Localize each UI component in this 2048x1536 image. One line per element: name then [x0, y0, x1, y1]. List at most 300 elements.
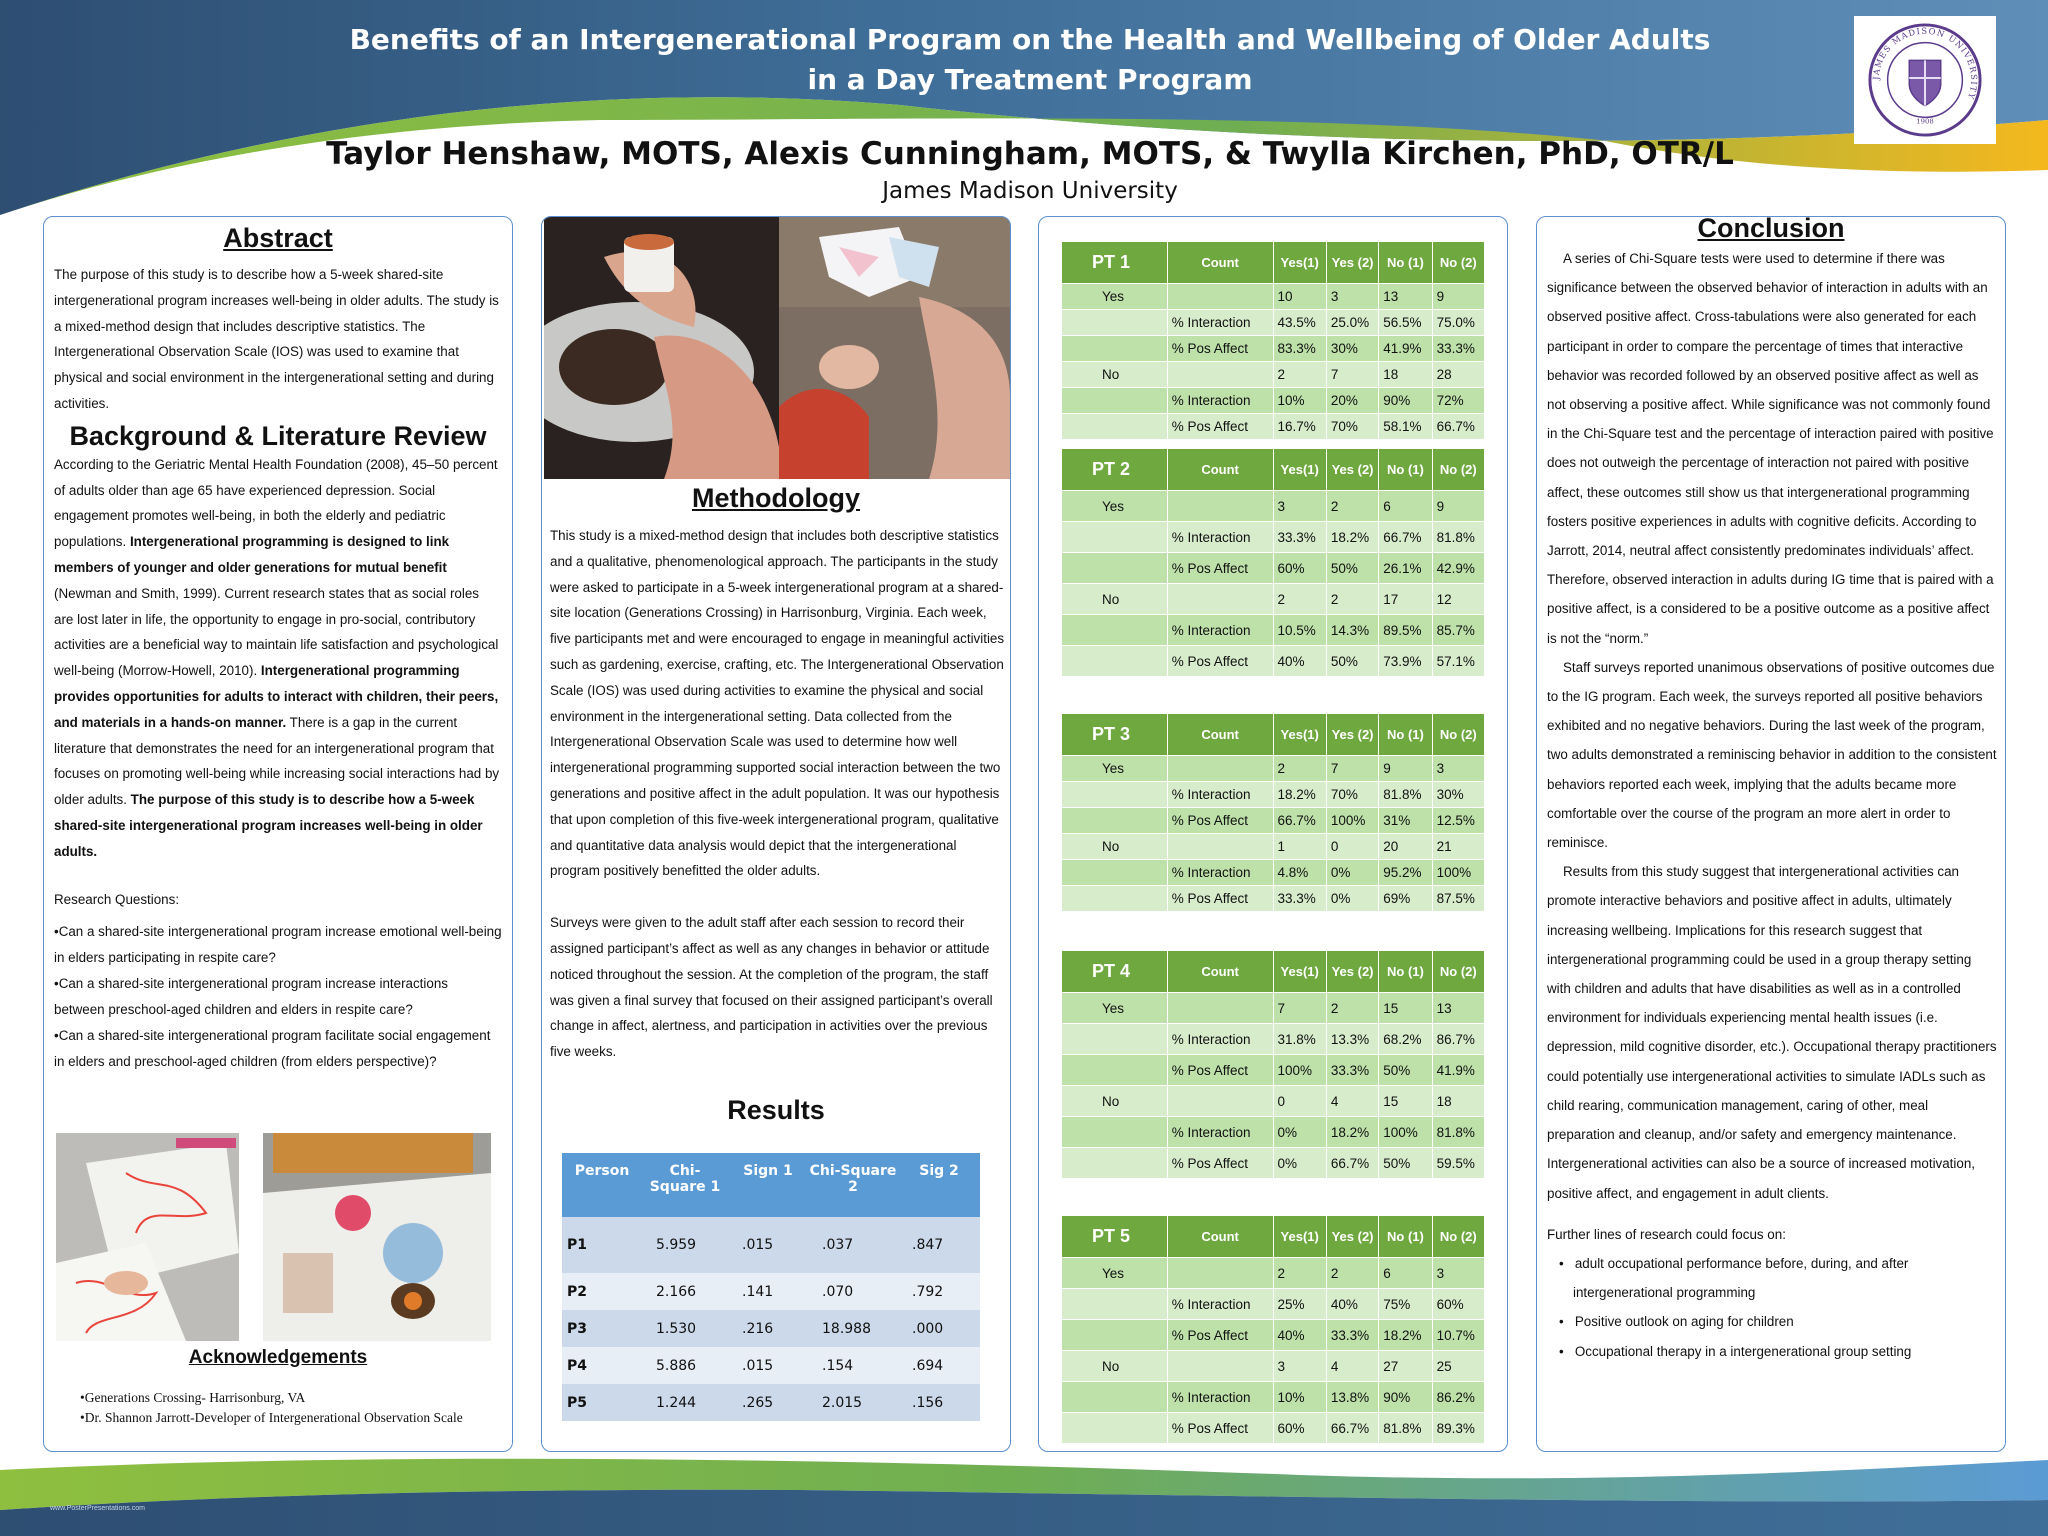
pt-value: 14.3%	[1326, 615, 1378, 646]
methodology-title: Methodology	[692, 483, 860, 513]
pt-table-5	[1061, 1215, 1485, 1444]
results-value-cell: .216	[728, 1310, 808, 1347]
background-p2: (Newman and Smith, 1999). Current research states that as social roles are lost later in life, the opportunity to engage in pro-social, contributory activities are a beneficial way to maintain life satisfaction and psychological well-being (Morrow-Howell, 2010).	[54, 585, 499, 679]
pt-row	[1062, 886, 1485, 912]
right-column	[1536, 216, 2006, 1452]
seal-year: 1908	[1916, 117, 1934, 126]
pt-header-cell: Yes(1)	[1273, 242, 1326, 284]
pt-row-label	[1062, 1413, 1168, 1444]
pt-row	[1062, 1148, 1485, 1179]
pt-measure: % Pos Affect	[1167, 646, 1273, 677]
pt-row	[1062, 1117, 1485, 1148]
pt-table	[1061, 1215, 1485, 1444]
pt-row-label	[1062, 782, 1168, 808]
pt-row	[1062, 615, 1485, 646]
further-research-title: Further lines of research could focus on:	[1547, 1226, 1786, 1242]
pt-value: 60%	[1273, 1413, 1326, 1444]
pt-value: 31.8%	[1273, 1024, 1326, 1055]
pt-value: 2	[1273, 756, 1326, 782]
pt-row	[1062, 1413, 1485, 1444]
acknowledgement-item: •Dr. Shannon Jarrott-Developer of Intergenerational Observation Scale	[80, 1410, 463, 1425]
pt-value: 2	[1326, 491, 1378, 522]
pt-row-label	[1062, 1148, 1168, 1179]
pt-value: 28	[1432, 362, 1484, 388]
pt-label: PT 4	[1062, 951, 1168, 993]
pt-row-label	[1062, 553, 1168, 584]
pt-row	[1062, 522, 1485, 553]
pt-row	[1062, 646, 1485, 677]
pt-value: 86.2%	[1432, 1382, 1484, 1413]
pt-header-cell: No (2)	[1432, 242, 1484, 284]
pt-value: 2	[1326, 993, 1378, 1024]
pt-header-cell: No (1)	[1379, 714, 1432, 756]
pt-row	[1062, 1351, 1485, 1382]
pt-value: 18.2%	[1326, 1117, 1378, 1148]
pt-value: 12	[1432, 584, 1484, 615]
pt-row-label: Yes	[1062, 284, 1168, 310]
university: James Madison University	[882, 178, 1178, 204]
pt-row	[1062, 414, 1485, 440]
pt-row-label: No	[1062, 584, 1168, 615]
pt-value: 60%	[1432, 1289, 1484, 1320]
pt-value: 3	[1273, 491, 1326, 522]
results-value-cell: .015	[728, 1217, 808, 1273]
pt-row-label: Yes	[1062, 491, 1168, 522]
pt-row-label	[1062, 1024, 1168, 1055]
results-header-cell: Sign 1	[728, 1153, 808, 1217]
results-value-cell: .792	[898, 1273, 980, 1310]
pt-value: 41.9%	[1379, 336, 1432, 362]
pt-value: 50%	[1379, 1055, 1432, 1086]
pt-value: 58.1%	[1379, 414, 1432, 440]
results-value-cell: .154	[808, 1347, 898, 1384]
pt-row-label	[1062, 886, 1168, 912]
pt-value: 30%	[1326, 336, 1378, 362]
title-line-2: in a Day Treatment Program	[807, 63, 1253, 96]
pt-header-cell: Count	[1167, 714, 1273, 756]
pt-value: 85.7%	[1432, 615, 1484, 646]
pt-row-label	[1062, 615, 1168, 646]
pt-value: 0	[1326, 834, 1378, 860]
pt-value: 18.2%	[1326, 522, 1378, 553]
pt-row	[1062, 782, 1485, 808]
pt-row	[1062, 1086, 1485, 1117]
pt-header-cell: Count	[1167, 951, 1273, 993]
pt-value: 10%	[1273, 388, 1326, 414]
pt-measure	[1167, 584, 1273, 615]
pt-value: 56.5%	[1379, 310, 1432, 336]
pt-value: 66.7%	[1326, 1148, 1378, 1179]
pt-value: 66.7%	[1273, 808, 1326, 834]
acknowledgement-item: •Generations Crossing- Harrisonburg, VA	[80, 1390, 306, 1405]
results-value-cell: 2.166	[642, 1273, 728, 1310]
pt-row	[1062, 993, 1485, 1024]
results-row	[562, 1217, 980, 1273]
pt-measure	[1167, 834, 1273, 860]
results-header-cell: Chi-Square 1	[642, 1153, 728, 1217]
pt-row-label	[1062, 808, 1168, 834]
pt-value: 66.7%	[1379, 522, 1432, 553]
pt-tables	[1039, 241, 1507, 1444]
pt-value: 95.2%	[1379, 860, 1432, 886]
background-p1: According to the Geriatric Mental Health Foundation (2008), 45–50 percent of adults older than age 65 have experienced depression. Social engagement promotes well-being, in both the elderly and pediatric populations.	[54, 456, 498, 550]
results-row	[562, 1347, 980, 1384]
pt-value: 2	[1326, 584, 1378, 615]
pt-row-label	[1062, 310, 1168, 336]
pt-row-label	[1062, 388, 1168, 414]
pt-row	[1062, 310, 1485, 336]
pt-row-label	[1062, 1055, 1168, 1086]
research-questions	[44, 887, 512, 1075]
pt-value: 89.3%	[1432, 1413, 1484, 1444]
pt-value: 0	[1273, 1086, 1326, 1117]
pt-row	[1062, 388, 1485, 414]
results-table-wrap	[562, 1153, 980, 1421]
further-research-item-text: adult occupational performance before, during, and after intergenerational programming	[1573, 1255, 1909, 1301]
conclusion-p1: A series of Chi-Square tests were used to determine if there was significance between the observed behavior of interaction in adults with an observed positive affect. Cross-tabulations were also generated for each participant in order to compare the percentage of times that interactive behavior was recorded followed by an observed positive affect as well as not observing a positive affect. While significance was not commonly found in the Chi-Square test and the percentage of interaction paired with positive does not outweigh the percentage of interaction not paired with positive affect, these outcomes still show us that intergenerational programming fosters positive experiences in adults with cognitive deficits. According to Jarrott, 2014, neutral affect consistently predominates individuals’ affect. Therefore, observed interaction in adults during IG time that is paired with a positive affect, is a considered to be a positive outcome as a positive affect is not the “norm.”	[1547, 251, 1994, 646]
pt-label: PT 1	[1062, 242, 1168, 284]
pt-header-cell: Count	[1167, 449, 1273, 491]
title-line-1: Benefits of an Intergenerational Program on the Health and Wellbeing of Older Adults	[349, 23, 1711, 56]
pt-value: 73.9%	[1379, 646, 1432, 677]
results-value-cell: .141	[728, 1273, 808, 1310]
pt-table	[1061, 448, 1485, 677]
results-value-cell: 18.988	[808, 1310, 898, 1347]
results-header-cell: Person	[562, 1153, 642, 1217]
pt-header-cell: Yes (2)	[1326, 951, 1378, 993]
pt-row	[1062, 553, 1485, 584]
pt-value: 16.7%	[1273, 414, 1326, 440]
university-seal-icon	[1866, 21, 1984, 139]
pt-header-cell: Yes (2)	[1326, 1216, 1378, 1258]
pt-value: 33.3%	[1326, 1055, 1378, 1086]
abstract-text: The purpose of this study is to describe how a 5-week shared-site intergenerational program increases well-being in older adults. The study is a mixed-method design that includes descriptive statistics. The Intergenerational Observation Scale (IOS) was used to examine that physical and social environment in the intergenerational setting and during activities.	[54, 267, 499, 411]
pt-measure	[1167, 284, 1273, 310]
results-value-cell: 1.244	[642, 1384, 728, 1421]
pt-measure: % Interaction	[1167, 1382, 1273, 1413]
pt-value: 81.8%	[1432, 1117, 1484, 1148]
pt-value: 13.8%	[1326, 1382, 1378, 1413]
pt-measure	[1167, 1086, 1273, 1117]
pt-value: 100%	[1326, 808, 1378, 834]
pt-row	[1062, 860, 1485, 886]
pt-value: 25	[1432, 1351, 1484, 1382]
authors: Taylor Henshaw, MOTS, Alexis Cunningham, MOTS, & Twylla Kirchen, PhD, OTR/L	[326, 136, 1734, 172]
pt-measure: % Pos Affect	[1167, 553, 1273, 584]
pt-value: 81.8%	[1379, 782, 1432, 808]
pt-measure: % Pos Affect	[1167, 1055, 1273, 1086]
pt-value: 18	[1379, 362, 1432, 388]
pt-row	[1062, 1024, 1485, 1055]
results-value-cell: .694	[898, 1347, 980, 1384]
pt-value: 10	[1273, 284, 1326, 310]
pt-value: 0%	[1326, 860, 1378, 886]
results-row	[562, 1273, 980, 1310]
results-header-cell: Sig 2	[898, 1153, 980, 1217]
pt-value: 68.2%	[1379, 1024, 1432, 1055]
pt-value: 31%	[1379, 808, 1432, 834]
seal-ring-text: JAMES MADISON UNIVERSITY	[1870, 25, 1980, 102]
conclusion-p2: Staff surveys reported unanimous observations of positive outcomes due to the IG program. Each week, the surveys reported all positive behaviors exhibited and no negative behaviors. During the last week of the program, two adults demonstrated a reminiscing behavior in addition to the consistent behaviors reported each week, implying that the adults became more comfortable over the course of the program an more alert in order to reminisce.	[1547, 659, 1997, 851]
footer-credit: www.PosterPresentations.com	[50, 1505, 145, 1512]
pt-value: 40%	[1273, 1320, 1326, 1351]
pt-value: 27	[1379, 1351, 1432, 1382]
pt-value: 66.7%	[1326, 1413, 1378, 1444]
pt-value: 41.9%	[1432, 1055, 1484, 1086]
pt-value: 26.1%	[1379, 553, 1432, 584]
pt-value: 70%	[1326, 782, 1378, 808]
pt-value: 13	[1432, 993, 1484, 1024]
background-p2-bold: Intergenerational programming provides opportunities for adults to interact with children, their peers, and materials in a hands-on manner.	[54, 663, 499, 730]
pt-value: 40%	[1326, 1289, 1378, 1320]
pt-value: 100%	[1273, 1055, 1326, 1086]
pt-header-cell: No (1)	[1379, 449, 1432, 491]
chi-square-table	[562, 1153, 980, 1421]
pt-value: 9	[1432, 284, 1484, 310]
pt-label: PT 2	[1062, 449, 1168, 491]
pt-measure: % Pos Affect	[1167, 808, 1273, 834]
pt-value: 70%	[1326, 414, 1378, 440]
center-left-column	[541, 216, 1011, 1452]
pt-value: 4	[1326, 1086, 1378, 1117]
poster-title	[330, 20, 1730, 100]
pt-value: 7	[1273, 993, 1326, 1024]
pt-header-cell: No (1)	[1379, 951, 1432, 993]
pt-value: 9	[1379, 756, 1432, 782]
rq-item: •Can a shared-site intergenerational program increase interactions between preschool-aged children and elders in respite care?	[54, 975, 448, 1017]
footer-banner	[0, 1450, 2048, 1536]
pt-header-cell: Yes(1)	[1273, 714, 1326, 756]
pt-measure: % Interaction	[1167, 522, 1273, 553]
pt-row	[1062, 1055, 1485, 1086]
pt-value: 57.1%	[1432, 646, 1484, 677]
pt-table	[1061, 241, 1485, 440]
pt-value: 40%	[1273, 646, 1326, 677]
pt-header-cell: Yes (2)	[1326, 242, 1378, 284]
pt-value: 42.9%	[1432, 553, 1484, 584]
pt-row-label	[1062, 414, 1168, 440]
photo-crafts-table	[263, 1133, 491, 1341]
pt-value: 7	[1326, 362, 1378, 388]
rq-item: •Can a shared-site intergenerational program facilitate social engagement in elders and preschool-aged children (from elders perspective)?	[54, 1027, 491, 1069]
pt-value: 10.7%	[1432, 1320, 1484, 1351]
pt-value: 69%	[1379, 886, 1432, 912]
center-right-column	[1038, 216, 1508, 1452]
pt-value: 0%	[1273, 1117, 1326, 1148]
pt-value: 2	[1326, 1258, 1378, 1289]
pt-measure	[1167, 491, 1273, 522]
results-title: Results	[727, 1095, 825, 1125]
acknowledgements-title: Acknowledgements	[188, 1347, 368, 1368]
results-value-cell: .015	[728, 1347, 808, 1384]
background-title: Background & Literature Review	[69, 420, 487, 451]
pt-value: 72%	[1432, 388, 1484, 414]
pt-label: PT 3	[1062, 714, 1168, 756]
pt-measure: % Interaction	[1167, 860, 1273, 886]
pt-measure: % Interaction	[1167, 388, 1273, 414]
pt-value: 10%	[1273, 1382, 1326, 1413]
results-value-cell: .847	[898, 1217, 980, 1273]
pt-row-label	[1062, 1289, 1168, 1320]
pt-value: 4	[1326, 1351, 1378, 1382]
pt-value: 25%	[1273, 1289, 1326, 1320]
pt-table	[1061, 950, 1485, 1179]
pt-measure: % Interaction	[1167, 1117, 1273, 1148]
photo-image	[56, 1133, 239, 1341]
pt-value: 100%	[1379, 1117, 1432, 1148]
results-person-cell: P2	[562, 1273, 642, 1310]
pt-value: 2	[1273, 362, 1326, 388]
pt-row	[1062, 336, 1485, 362]
pt-value: 30%	[1432, 782, 1484, 808]
pt-value: 1	[1273, 834, 1326, 860]
pt-value: 66.7%	[1432, 414, 1484, 440]
pt-measure: % Interaction	[1167, 1024, 1273, 1055]
pt-value: 3	[1273, 1351, 1326, 1382]
pt-row-label: No	[1062, 1086, 1168, 1117]
pt-table-1	[1061, 241, 1485, 440]
pt-row	[1062, 1258, 1485, 1289]
conclusion-p3: Results from this study suggest that intergenerational activities can promote interactive behaviors and positive affect in adults, ultimately increasing wellbeing. Implications for this research suggest that intergenerational programming could be used in a group therapy setting with children and adults that have disabilities as well as in a controlled environment for individuals experiencing mental health issues (i.e. depression, mild cognitive disorder, etc.). Occupational therapy practitioners could potentially use intergenerational activities to simulate IADLs such as child rearing, communication management, caring of other, meal preparation and cleanup, and/or safety and emergency maintenance. Intergenerational activities can also be a source of increased motivation, positive affect, and engagement in adult clients.	[1547, 864, 1997, 1201]
pt-value: 0%	[1273, 1148, 1326, 1179]
pt-value: 0%	[1326, 886, 1378, 912]
further-research-item: • Occupational therapy in a intergenerational group setting	[1559, 1343, 1912, 1359]
pt-value: 13.3%	[1326, 1024, 1378, 1055]
pt-row	[1062, 834, 1485, 860]
pt-table-2	[1061, 448, 1485, 677]
methodology-p1: This study is a mixed-method design that includes both descriptive statistics and a qualitative, phenomenological approach. The participants in the study were asked to participate in a 5-week intergenerational program at a shared-site location (Generations Crossing) in Harrisonburg, Virginia. Each week, five participants met and were encouraged to engage in meaningful activities such as gardening, exercise, crafting, etc. The Intergenerational Observation Scale (IOS) was used during activities to examine the physical and social environment in the intergenerational setting. Data collected from the Intergenerational Observation Scale was used to determine how well intergenerational programming supported social interaction between the two generations and positive affect in the adult population. It was our hypothesis that upon completion of this five-week intergenerational program, qualitative and quantitative data analysis would depict that the intergenerational program positively benefitted the older adults.	[550, 528, 1005, 879]
results-value-cell: .070	[808, 1273, 898, 1310]
pt-table-3	[1061, 713, 1485, 912]
pt-measure	[1167, 1351, 1273, 1382]
left-column	[43, 216, 513, 1452]
results-row	[562, 1310, 980, 1347]
pt-measure: % Pos Affect	[1167, 1148, 1273, 1179]
results-header-cell: Chi-Square 2	[808, 1153, 898, 1217]
pt-value: 20%	[1326, 388, 1378, 414]
pt-value: 18.2%	[1273, 782, 1326, 808]
pt-header-cell: No (1)	[1379, 242, 1432, 284]
abstract-title: Abstract	[223, 223, 333, 253]
pt-header-cell: No (2)	[1432, 714, 1484, 756]
pt-measure	[1167, 362, 1273, 388]
pt-row-label	[1062, 336, 1168, 362]
pt-value: 75%	[1379, 1289, 1432, 1320]
pt-header-cell: Yes(1)	[1273, 449, 1326, 491]
photo-image	[779, 217, 1010, 479]
further-research-item: • adult occupational performance before, during, and after intergenerational programming	[1559, 1255, 1909, 1301]
pt-value: 81.8%	[1379, 1413, 1432, 1444]
results-value-cell: 5.886	[642, 1347, 728, 1384]
results-value-cell: .156	[898, 1384, 980, 1421]
pt-value: 43.5%	[1273, 310, 1326, 336]
pt-measure: % Pos Affect	[1167, 886, 1273, 912]
pt-measure	[1167, 993, 1273, 1024]
pt-header-cell: No (2)	[1432, 1216, 1484, 1258]
pt-measure: % Pos Affect	[1167, 336, 1273, 362]
pt-value: 86.7%	[1432, 1024, 1484, 1055]
background-text	[44, 452, 512, 865]
rq-item: •Can a shared-site intergenerational program increase emotional well-being in elders participating in respite care?	[54, 923, 502, 965]
methodology-p2: Surveys were given to the adult staff after each session to record their assigned participant’s affect as well as any changes in behavior or attitude noticed throughout the session. At the completion of the program, the staff was given a final survey that focused on their assigned participant’s overall change in affect, alertness, and participation in activities over the previous five weeks.	[550, 915, 993, 1060]
pt-value: 18.2%	[1379, 1320, 1432, 1351]
pt-value: 33.3%	[1432, 336, 1484, 362]
pt-measure: % Interaction	[1167, 1289, 1273, 1320]
pt-value: 2	[1273, 1258, 1326, 1289]
pt-row	[1062, 1382, 1485, 1413]
pt-row-label: No	[1062, 362, 1168, 388]
pt-value: 10.5%	[1273, 615, 1326, 646]
acknowledgements-list	[80, 1389, 490, 1426]
pt-row-label: Yes	[1062, 756, 1168, 782]
pt-value: 87.5%	[1432, 886, 1484, 912]
photo-drawing-table	[56, 1133, 239, 1341]
pt-value: 21	[1432, 834, 1484, 860]
pt-value: 90%	[1379, 1382, 1432, 1413]
pt-measure: % Pos Affect	[1167, 414, 1273, 440]
pt-value: 50%	[1326, 646, 1378, 677]
background-p3: There is a gap in the current literature that demonstrates the need for an intergenerational program that focuses on promoting well-being while increasing social interactions had by older adults.	[54, 714, 500, 808]
photo-gardening	[544, 217, 779, 479]
pt-row-label: Yes	[1062, 993, 1168, 1024]
pt-row	[1062, 584, 1485, 615]
pt-row-label	[1062, 1320, 1168, 1351]
pt-header-cell: Yes (2)	[1326, 449, 1378, 491]
pt-row-label	[1062, 1117, 1168, 1148]
pt-header-cell: Count	[1167, 1216, 1273, 1258]
pt-header-cell: No (2)	[1432, 449, 1484, 491]
results-person-cell: P4	[562, 1347, 642, 1384]
pt-value: 9	[1432, 491, 1484, 522]
pt-value: 75.0%	[1432, 310, 1484, 336]
pt-measure: % Pos Affect	[1167, 1320, 1273, 1351]
pt-header-cell: No (2)	[1432, 951, 1484, 993]
pt-value: 33.3%	[1326, 1320, 1378, 1351]
pt-header-cell: Yes (2)	[1326, 714, 1378, 756]
pt-header-cell: No (1)	[1379, 1216, 1432, 1258]
pt-measure: % Interaction	[1167, 310, 1273, 336]
pt-row-label	[1062, 522, 1168, 553]
pt-measure	[1167, 1258, 1273, 1289]
pt-row-label: Yes	[1062, 1258, 1168, 1289]
pt-row	[1062, 1320, 1485, 1351]
photo-image	[263, 1133, 491, 1341]
pt-value: 2	[1273, 584, 1326, 615]
pt-row-label	[1062, 1382, 1168, 1413]
results-person-cell: P5	[562, 1384, 642, 1421]
pt-row	[1062, 808, 1485, 834]
pt-value: 90%	[1379, 388, 1432, 414]
pt-header-cell: Yes(1)	[1273, 1216, 1326, 1258]
results-value-cell: .037	[808, 1217, 898, 1273]
photo-crafting	[779, 217, 1010, 479]
methodology-text	[550, 523, 1006, 1065]
pt-value: 15	[1379, 1086, 1432, 1117]
pt-value: 89.5%	[1379, 615, 1432, 646]
background-p1-bold: Intergenerational programming is designed to link members of younger and older generations for mutual benefit	[54, 534, 450, 575]
pt-value: 3	[1432, 756, 1484, 782]
results-value-cell: .265	[728, 1384, 808, 1421]
further-research-item: • Positive outlook on aging for children	[1559, 1314, 1794, 1330]
pt-measure: % Interaction	[1167, 615, 1273, 646]
pt-row-label: No	[1062, 834, 1168, 860]
pt-measure: % Pos Affect	[1167, 1413, 1273, 1444]
background-p3-bold: The purpose of this study is to describe how a 5-week shared-site intergenerational program increases well-being in older adults.	[54, 792, 483, 859]
pt-row-label	[1062, 860, 1168, 886]
pt-value: 83.3%	[1273, 336, 1326, 362]
further-research-item-text: Positive outlook on aging for children	[1574, 1314, 1794, 1330]
pt-measure	[1167, 756, 1273, 782]
